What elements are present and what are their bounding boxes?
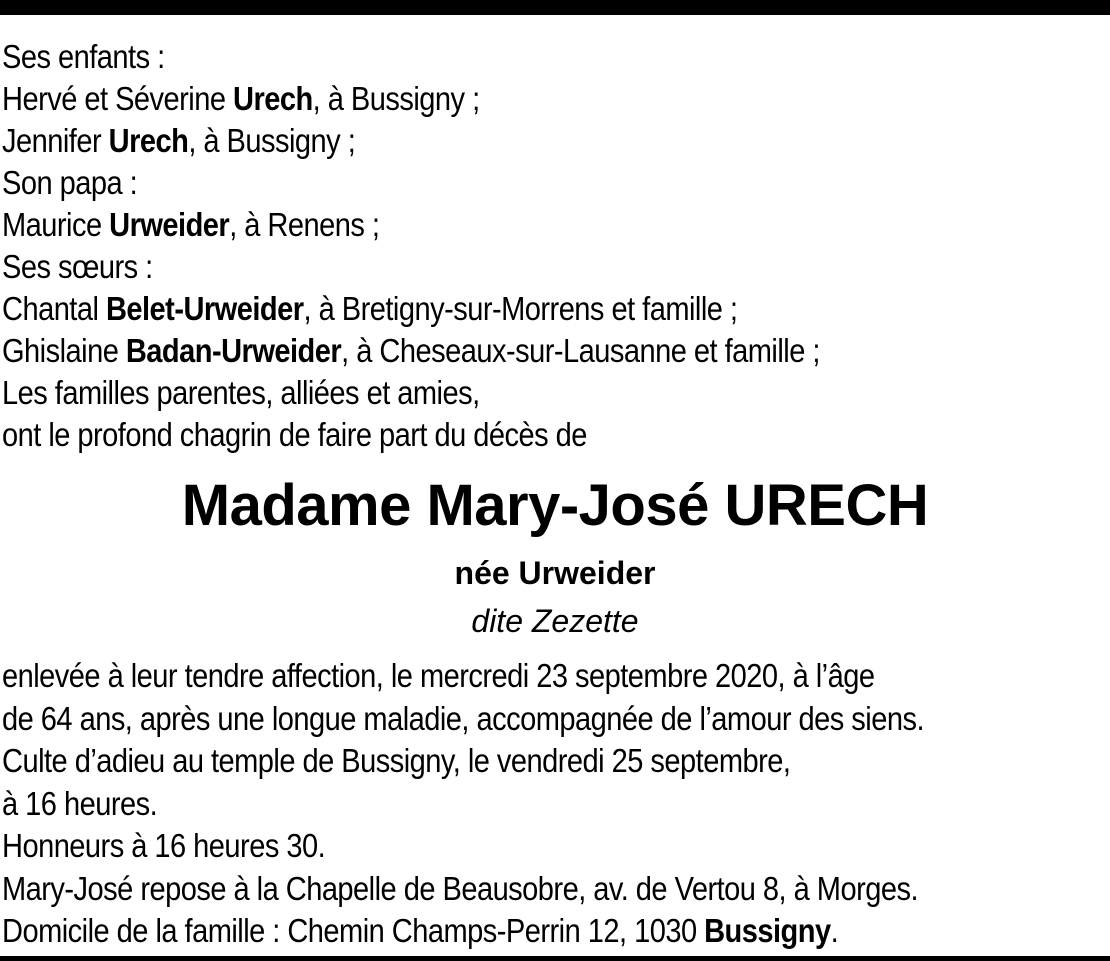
- details-line: Mary-José repose à la Chapelle de Beausobre, av. de Vertou 8, à Morges.: [2, 869, 918, 907]
- member-first-names: Maurice: [2, 206, 110, 243]
- family-list: [2, 36, 1108, 456]
- family-member-line: [2, 120, 975, 162]
- father-heading: Son papa :: [2, 164, 138, 201]
- details-line: de 64 ans, après une longue maladie, accompagnée de l’amour des siens.: [2, 699, 924, 737]
- deceased-name-block: [0, 470, 1110, 644]
- family-member-line: [2, 330, 975, 372]
- children-heading: Ses enfants :: [2, 38, 165, 75]
- member-first-names: Ghislaine: [2, 332, 126, 369]
- member-first-names: Hervé et Séverine: [2, 80, 233, 117]
- family-member-line: [2, 288, 975, 330]
- relatives-line: Les familles parentes, alliées et amies,: [2, 374, 480, 411]
- sisters-heading: Ses sœurs :: [2, 248, 153, 285]
- details-line: Culte d’adieu au temple de Bussigny, le vendredi 25 septembre,: [2, 742, 791, 779]
- top-rule: [0, 0, 1110, 15]
- member-surname: Belet-Urweider: [105, 290, 304, 327]
- member-surname: Badan-Urweider: [125, 332, 342, 369]
- family-member-line: [2, 78, 975, 120]
- family-address-line: [2, 910, 975, 953]
- deceased-name: Madame Mary-José URECH: [181, 473, 929, 538]
- address-town: Bussigny: [704, 912, 831, 949]
- address-text: Domicile de la famille : Chemin Champs-Perrin 12, 1030: [2, 912, 705, 949]
- member-first-names: Chantal: [2, 290, 106, 327]
- member-location: , à Bussigny ;: [188, 122, 356, 159]
- funeral-details: [2, 655, 1108, 953]
- details-line: enlevée à leur tendre affection, le mercredi 23 septembre 2020, à l’âge: [2, 657, 875, 694]
- member-location: , à Bretigny-sur-Morrens et famille ;: [303, 290, 738, 327]
- member-surname: Urech: [108, 122, 189, 159]
- details-line: Honneurs à 16 heures 30.: [2, 827, 326, 864]
- family-member-line: [2, 204, 975, 246]
- member-surname: Urweider: [109, 206, 230, 243]
- announcement-line: ont le profond chagrin de faire part du décès de: [2, 416, 587, 453]
- member-location: , à Bussigny ;: [312, 80, 480, 117]
- details-line: à 16 heures.: [2, 784, 158, 822]
- address-end: .: [830, 912, 839, 949]
- member-location: , à Cheseaux-sur-Lausanne et famille ;: [341, 332, 820, 369]
- member-surname: Urech: [233, 80, 313, 117]
- member-location: , à Renens ;: [229, 206, 380, 243]
- member-first-names: Jennifer: [2, 122, 109, 159]
- nickname: dite Zezette: [471, 603, 639, 639]
- maiden-name: née Urweider: [454, 555, 656, 591]
- bottom-rule: [0, 956, 1110, 961]
